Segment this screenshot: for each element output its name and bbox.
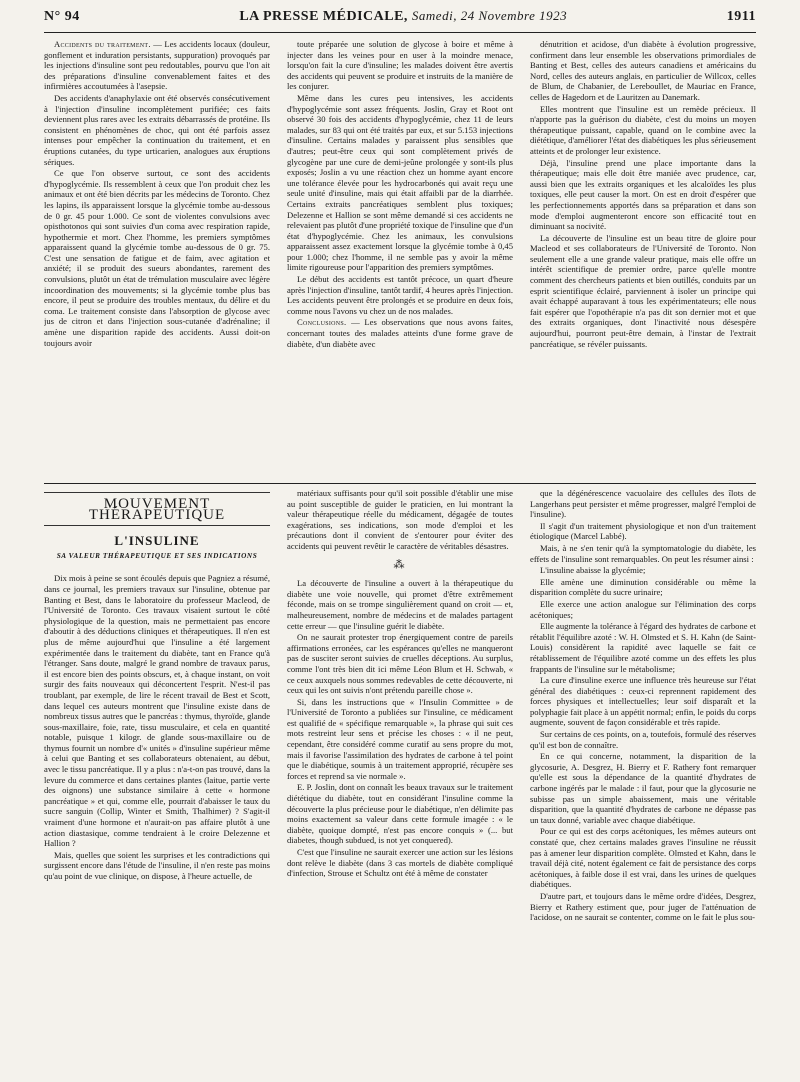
paragraph xyxy=(530,565,756,576)
issue-number: N° 94 xyxy=(44,9,80,24)
paragraph-text: — Les accidents locaux (douleur, gonflement et induration persistants, suppuration) provoqués par les injections d'insuline sont peu redoutables, pourvu que l'on ait des préparations d'insuline convenablement faites et des infirmières accoutumées à l'asepsie. xyxy=(44,39,270,92)
paragraph xyxy=(287,317,513,349)
paragraph-text: dénutrition et acidose, d'un diabète à évolution progressive, confirment dans leur ensemble les observations primordiales de Banting et Best, celles des auteurs canadiens et américains du Nord, celles des auteurs anglais, en particulier de Willcox, celles de Blum, de Chabanier, de Lereboullet, de Mauriac en France, celles de Hagedorn et de Lauritzen au Danemark. xyxy=(530,39,756,102)
article-subtitle: SA VALEUR THÉRAPEUTIQUE ET SES INDICATIONS xyxy=(56,551,258,560)
paragraph-text: Dix mois à peine se sont écoulés depuis que Pagniez a résumé, dans ce journal, les premiers travaux sur l'insuline, obtenue par Banting et Best, dans le laboratoire du professeur Macleod, de l'Université de Toronto. Ces travaux visaient surtout le côté physiologique de la question, mais ne permettaient pas encore d'aboutir à des déductions cliniques et thérapeutiques. Il n'en est plus de même aujourd'hui que l'insuline a été largement expérimentée dans le traitement du diabète, tant en France qu'à l'étranger. Sans doute, malgré le grand nombre de travaux parus, il est encore bien des points obscurs, et, à chaque instant, on voit surgir des faits nouveaux qui déconcertent l'esprit. N'est-il pas troublant, par exemple, de lire le récent travail de Best et Scott, dans lequel ces auteurs montrent que l'insuline existe dans de nombreux tissus autres que le pancréas : thymus, thyroïde, glande sous-maxillaire, foie, rate, tissu musculaire, et cela en quantité notable, puisque 1 kilogr. de glande sous-maxillaire ou de thymus fournit un nombre d'« unités » d'insuline supérieur même à celui que Banting et ses collaborateurs obtenaient, au début, avec le tissu pancréatique. Il y a plus : n'a-t-on pas trouvé, dans la levure du commerce et dans certaines plantes (laitue, partie verte des oignons) une substance similaire à cette « hormone pancréatique » et qui, comme elle, pourrait d'abaisser le taux du sucre sanguin (Collip, Winter et Smith, Thalhimer) ? S'agit-il vraiment d'une hormone et n'aurait-on pas affaire plutôt à une action diastasique, comme tendraient à le croire Delezenne et Hallion ? xyxy=(44,573,271,849)
paragraph xyxy=(530,826,756,890)
top-column-1 xyxy=(44,39,270,479)
top-column-3 xyxy=(530,39,756,479)
paragraph-text: C'est que l'insuline ne saurait exercer une action sur les lésions dont relève le diabète (dans 3 cas mortels de diabète compliqué d'infection, Strouse et Schultz ont été à même de constater xyxy=(287,847,513,879)
paragraph-text: Elle augmente la tolérance à l'égard des hydrates de carbone et rétablit l'équilibre azoté : W. H. Olmsted et S. H. Kahn (de Saint-Louis) considèrent la rapidité avec laquelle se fait ce rétablissement de l'équilibre azoté comme un des effets les plus frappants de l'insuline sur le métabolisme; xyxy=(530,621,756,674)
paragraph-text: Pour ce qui est des corps acétoniques, les mêmes auteurs ont constaté que, chez certains malades graves l'insuline ne réussit pas à amener leur disparition complète. Olmsted et Kahn, dans le travail déjà cité, notent également ce fait de persistance des corps acétoniques, à faible dose il est vrai, dans les urines de quelques diabétiques. xyxy=(530,826,756,890)
paragraph-text: matériaux suffisants pour qu'il soit possible d'établir une mise au point susceptible de guider le praticien, en lui montrant la valeur thérapeutique réelle du médicament, dégagée de toutes exagérations, ses indications, son mode d'emploi et les précautions dont il convient de s'entourer pour éviter des accidents qui peuvent revêtir le caractère de véritables désastres. xyxy=(287,488,513,551)
top-article xyxy=(44,39,756,479)
paragraph xyxy=(44,850,270,882)
paragraph-text: Le début des accidents est tantôt précoce, un quart d'heure après l'injection d'insuline, tantôt tardif, 4 heures après l'injection. Les accidents peuvent être prolongés et se produire en deux fois, comme nous l'avons vu chez un de nos malades. xyxy=(287,274,513,316)
paragraph xyxy=(287,488,513,552)
paragraph xyxy=(44,573,270,848)
paragraph-lead: Conclusions. xyxy=(297,317,347,328)
paragraph xyxy=(44,39,270,92)
paragraph xyxy=(530,543,756,564)
top-column-2 xyxy=(287,39,513,479)
paragraph-text: La découverte de l'insuline a ouvert à la thérapeutique du diabète une voie nouvelle, qui promet d'être extrêmement féconde, mais on se trompe singulièrement quand on croit — et, malheureusement, nombre de médecins et de malades partagent cette erreur — que l'insuline guérit le diabète. xyxy=(287,578,513,631)
paragraph-text: E. P. Joslin, dont on connaît les beaux travaux sur le traitement diététique du diabète, tout en considérant l'insuline comme la découverte la plus précieuse pour le diabétique, n'en délimite pas moins exactement sa valeur dans cette formule imagée : « le diabète, quoique dompté, n'est pas encore conquis » (... but diabetes, though subdued, is not yet conquered). xyxy=(287,782,513,846)
paragraph xyxy=(287,782,513,846)
paragraph xyxy=(530,599,756,620)
header-rule xyxy=(44,32,756,33)
paragraph-text: Elle exerce une action analogue sur l'élimination des corps acétoniques; xyxy=(530,598,756,620)
page-header xyxy=(44,8,756,30)
paragraph-text: Mais, à ne s'en tenir qu'à la symptomatologie du diabète, les effets de l'insuline sont remarquables. On peut les résumer ainsi : xyxy=(530,542,756,564)
section-divider xyxy=(44,483,756,484)
paragraph xyxy=(287,847,513,879)
paragraph-text: — Les observations que nous avons faites, concernant toutes des malades atteints d'une forme grave de diabète, d'un diabète avec xyxy=(287,317,513,349)
paragraph-text: D'autre part, et toujours dans le même ordre d'idées, Desgrez, Bierry et Rathery estiment que, pour juger de l'atténuation de l'acidose, on ne saurait se contenter, comme on le fait le plus sou- xyxy=(530,890,756,923)
bottom-column-3 xyxy=(530,488,756,1070)
paragraph xyxy=(530,488,756,520)
paragraph-text: L'insuline abaisse la glycémie; xyxy=(540,565,646,576)
paragraph xyxy=(530,891,756,923)
paragraph-text: Même dans les cures peu intensives, les accidents d'hypoglycémie sont assez fréquents. Joslin, Gray et Root ont observé 30 fois des accidents d'hypoglycémie, chez 11 de leurs malades, sur 83 qui ont été traités par eux, et sur 5.153 injections d'insuline. Certains malades y paraissent plus sensibles que d'autres; peut-être ceux qui sont complètement privés de glycogène par une cure de demi-jeûne prolongée y sont-ils plus exposés; Joslin a vu une réaction chez un homme ayant encore une tolérance élevée pour les hydrocarbonés qui avait reçu une seule unité d'insuline, mais qui était affaibli par de la diarrhée. Certains extraits pancréatiques semblent plus toxiques; Delezenne et Hallion se sont même demandé si ces accidents ne relevaient pas plutôt d'une propriété toxique de l'insuline que d'un état d'hypoglycémie. Chez les animaux, les convulsions apparaissent assez exactement lorsque la glycémie tombe à 0,45 pour 1.000; chez l'homme, il ne semble pas y avoir la même limite rigoureuse pour l'apparition des premiers symptômes. xyxy=(287,92,513,273)
bottom-column-2 xyxy=(287,488,513,1070)
paragraph-text: Ce que l'on observe surtout, ce sont des accidents d'hypoglycémie. Ils ressemblent à ceux que l'on produit chez les animaux et ont été bien décrits par les médecins de Toronto. Chez les lapins, ils apparaissent lorsque la glycémie tombe au-dessous de 0 gr. 45 pour 1.000. Ce sont de violentes convulsions avec opisthotonos qui sont suivies d'un coma avec respiration rapide, hypothermie et mort. Chez l'homme, les premiers symptômes apparaissent quand la glycémie tombe au-dessous de 0 gr. 75. C'est une sensation de fatigue et de faim, avec agitation et anxiété; il se produit des sueurs abondantes, rarement des convulsions, plutôt un état de trémulation musculaire avec légère incoordination des mouvements; si la glycémie tombe plus bas encore, il peut se produire des troubles mentaux, du délire et du coma. Le traitement consiste dans l'absorption de glycose avec jus de citron et dans l'injection sous-cutanée d'adrénaline; il amène une disparition rapide des accidents. Aussi doit-on toujours avoir xyxy=(44,168,270,348)
paragraph-text: La cure d'insuline exerce une influence très heureuse sur l'état général des diabétiques : ceux-ci reprennent rapidement des forces physiques et intellectuelles; leur soif disparaît et la polyphagie fait place à un appétit normal; enfin, le poids du corps augmente, souvent de façon considérable et très rapide. xyxy=(530,675,756,728)
journal-masthead: LA PRESSE MÉDICALE, Samedi, 24 Novembre 1923 xyxy=(239,8,568,24)
paragraph xyxy=(530,675,756,728)
paragraph xyxy=(44,168,270,348)
paragraph xyxy=(530,158,756,232)
section-stars: ⁂ xyxy=(393,558,407,571)
paragraph-text: Des accidents d'anaphylaxie ont été observés consécutivement à l'injection d'insuline incomplètement purifiée; ces faits deviennent plus rares avec les extraits débarrassés de protéine. Ils consistent en phénomènes de choc, qui ont été parfois assez intenses pour empêcher la continuation du traitement, et en éruptions cutanées, du type urticarien, analogues aux éruptions sériques. xyxy=(44,92,270,167)
bottom-column-1 xyxy=(44,488,270,1070)
paragraph xyxy=(287,632,513,696)
paragraph-text: que la dégénérescence vacuolaire des cellules des îlots de Langerhans peut persister et même progresser, malgré l'emploi de l'insuline). xyxy=(530,488,756,520)
bottom-article xyxy=(44,488,756,1070)
journal-name: LA PRESSE MÉDICALE xyxy=(239,9,404,24)
paragraph-text: Elle amène une diminution considérable ou même la disparition complète du sucre urinaire; xyxy=(530,576,756,598)
paragraph xyxy=(530,233,756,350)
paragraph-text: On ne saurait protester trop énergiquement contre de pareils affirmations erronées, car les espérances qu'elles ne manqueront pas de susciter seront suivies de cruelles déceptions. Au surplus, comme l'ont très bien dit ici même Léon Blum et H. Schwab, « ce ceux auxquels nous sommes redevables de cette découverte, ni ceux qui les ont suivis n'ont prétendu pareille chose ». xyxy=(287,632,513,696)
page-number: 1911 xyxy=(726,9,756,24)
paragraph xyxy=(287,578,513,631)
paragraph-text: Elles montrent que l'insuline est un remède précieux. Il n'apporte pas la guérison du diabète, c'est du moins un moyen thérapeutique puissant, capable, quand on le combine avec la diététique, d'améliorer l'état des diabétiques les plus sérieusement atteints et de prolonger leur existence. xyxy=(530,103,756,156)
paragraph xyxy=(44,93,270,167)
paragraph-text: Mais, quelles que soient les surprises et les contradictions qui surgissent encore dans l'étude de l'insuline, il n'en reste pas moins qu'au point de vue clinique, on dispose, à l'heure actuelle, de xyxy=(44,849,270,881)
paragraph xyxy=(287,93,513,273)
section-title: MOUVEMENT THÉRAPEUTIQUE xyxy=(44,492,270,526)
issue-date: Samedi, 24 Novembre 1923 xyxy=(411,8,568,23)
paragraph xyxy=(530,39,756,103)
paragraph xyxy=(287,39,513,92)
bottom-column-1-body xyxy=(44,573,270,881)
paragraph-text: Sur certains de ces points, on a, toutefois, formulé des réserves qu'il est bon de connaître. xyxy=(530,729,756,750)
article-title: L'INSULINE xyxy=(114,533,200,549)
paragraph xyxy=(287,274,513,316)
paragraph-text: La découverte de l'insuline est un beau titre de gloire pour Macleod et ses collaborateurs de l'Université de Toronto. Non seulement elle a une grande valeur pratique, mais elle offre un intérêt scientifique de premier ordre, parce qu'elle montre comment des chercheurs patients et bien outillés, conduits par un esprit scientifique éclairé, parviennent à isoler un principe qui avait échappé auparavant à tous les expérimentateurs; elle nous fait espérer que l'opothérapie n'a pas dit son dernier mot et que des extraits organiques, dont l'inactivité nous désespère aujourd'hui, pourront peut-être demain, à l'instar de l'extrait pancréatique, se révéler puissants. xyxy=(530,232,756,349)
paragraph-text: Déjà, l'insuline prend une place importante dans la thérapeutique; mais elle doit être maniée avec prudence, car, aussi bien que les extraits organiques et les alcaloïdes les plus toxiques, elle peut causer la mort. On est en droit d'espérer que les perfectionnements apportés dans sa préparation et dans son mode d'emploi augmenteront encore son efficacité tout en diminuant sa nocivité. xyxy=(530,157,756,232)
paragraph-text: toute préparée une solution de glycose à boire et même à injecter dans les veines pour en user à la moindre menace, lorsqu'on fait la cure d'insuline; les malades doivent être avertis des accidents qui peuvent se produire et instruits de la manière de les conjurer. xyxy=(287,39,513,92)
paragraph xyxy=(530,751,756,825)
paragraph-text: Si, dans les instructions que « l'Insulin Committee » de l'Université de Toronto a publiées sur l'insuline, ce médicament est qualifié de « spécifique remarquable », la phrase qui suit ces mots restreint leur sens et précise les choses : « il ne peut, cependant, être considéré comme curatif au sens propre du mot, mais il favorise l'assimilation des hydrates de carbone à tel point que le diabétique, soumis à un traitement approprié, récupère ses forces et reprend sa vie normale ». xyxy=(287,696,513,781)
paragraph xyxy=(530,521,756,542)
paragraph-lead: Accidents du traitement. xyxy=(54,39,151,49)
paragraph xyxy=(530,729,756,750)
paragraph xyxy=(287,697,513,782)
paragraph-text: Il s'agit d'un traitement physiologique et non d'un traitement étiologique (Marcel Labbé). xyxy=(530,520,756,542)
paragraph xyxy=(530,577,756,598)
paragraph xyxy=(530,621,756,674)
paragraph-text: En ce qui concerne, notamment, la disparition de la glycosurie, A. Desgrez, H. Bierry et F. Rathery font remarquer qu'elle est sous la dépendance de la quantité d'hydrates de carbone ingérés par le malade : il faut, pour que la glycosurie ne subisse pas un simple abaissement, mais une véritable disparition, que la quantité d'hydrates de carbone ne dépasse pas un taux donné, variable avec chaque diabétique. xyxy=(530,751,756,825)
paragraph xyxy=(530,104,756,157)
